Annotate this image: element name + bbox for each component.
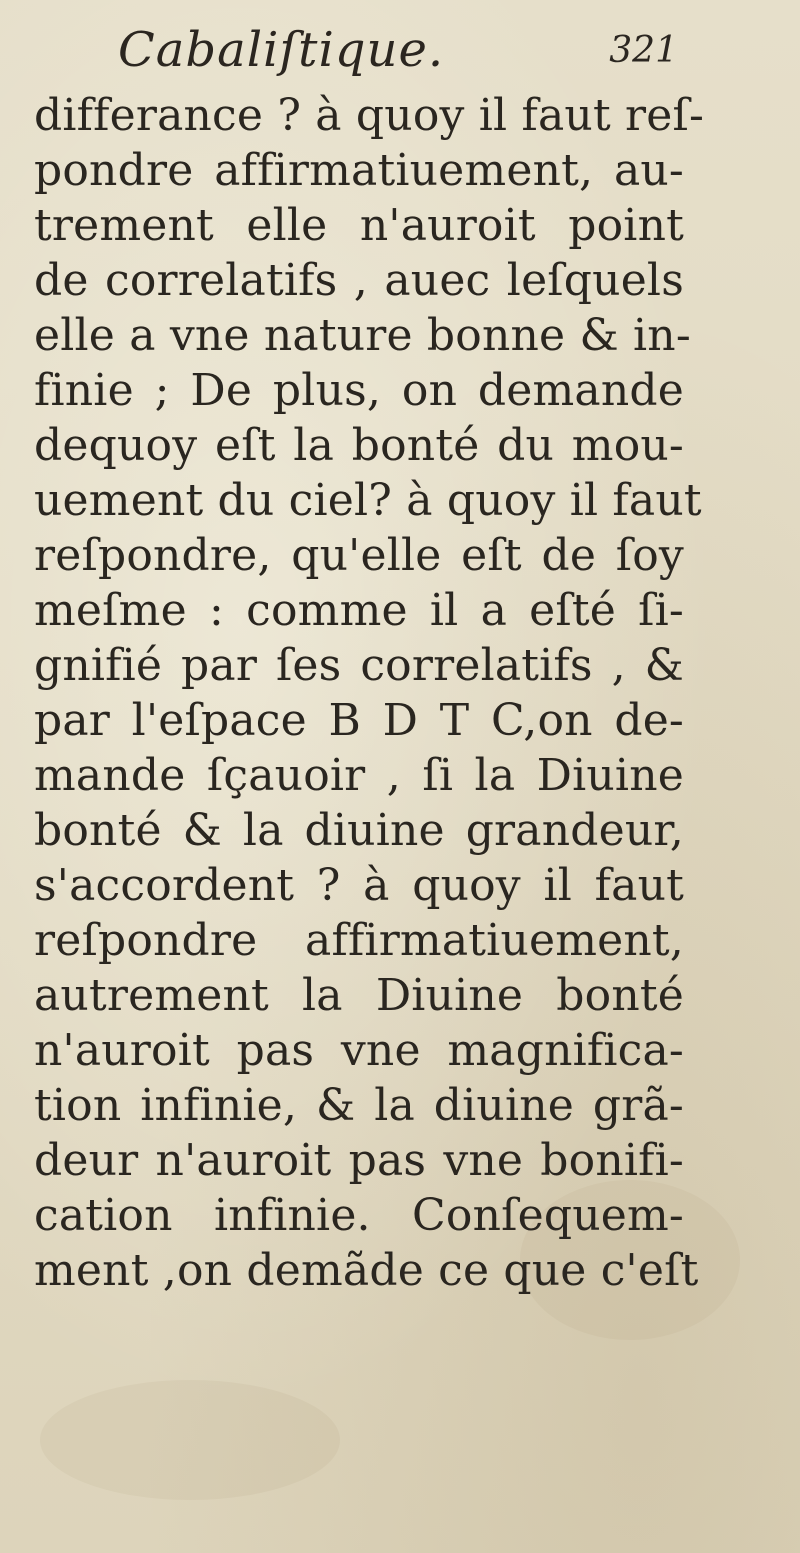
text-line: dequoy eſt la bonté du mou- xyxy=(34,420,684,471)
text-line: reſpondre, qu'elle eſt de ſoy xyxy=(34,530,684,581)
text-line: reſpondre affirmatiuement, xyxy=(34,915,684,966)
text-line: par l'eſpace B D T C,on de- xyxy=(34,695,684,746)
body-text xyxy=(34,88,705,1298)
paper-stain xyxy=(40,1380,340,1500)
text-line: mande ſçauoir , ſi la Diuine xyxy=(34,750,684,801)
text-line: pondre affirmatiuement, au- xyxy=(34,145,684,196)
text-line: tion infinie, & la diuine grã- xyxy=(34,1080,684,1131)
text-line: s'accordent ? à quoy il faut xyxy=(34,860,684,911)
text-line: elle a vne nature bonne & in- xyxy=(34,310,691,361)
text-line: finie ; De plus, on demande xyxy=(34,365,684,416)
page-header xyxy=(118,22,678,92)
running-title: Cabaliſtique. xyxy=(118,22,445,78)
text-line: n'auroit pas vne magnifica- xyxy=(34,1025,684,1076)
text-line: trement elle n'auroit point xyxy=(34,200,684,251)
text-line: cation infinie. Conſequem- xyxy=(34,1190,684,1241)
text-line: bonté & la diuine grandeur, xyxy=(34,805,684,856)
text-line: de correlatifs , auec leſquels xyxy=(34,255,684,306)
text-line: meſme : comme il a eſté ſi- xyxy=(34,585,684,636)
page-number: 321 xyxy=(609,30,678,71)
text-line: differance ? à quoy il faut reſ- xyxy=(34,90,705,141)
text-line: gnifié par ſes correlatifs , & xyxy=(34,640,684,691)
text-line: autrement la Diuine bonté xyxy=(34,970,684,1021)
text-line: ment ,on demãde ce que c'eſt xyxy=(34,1245,699,1296)
text-line: uement du ciel? à quoy il faut xyxy=(34,475,702,526)
text-line: deur n'auroit pas vne bonifi- xyxy=(34,1135,684,1186)
